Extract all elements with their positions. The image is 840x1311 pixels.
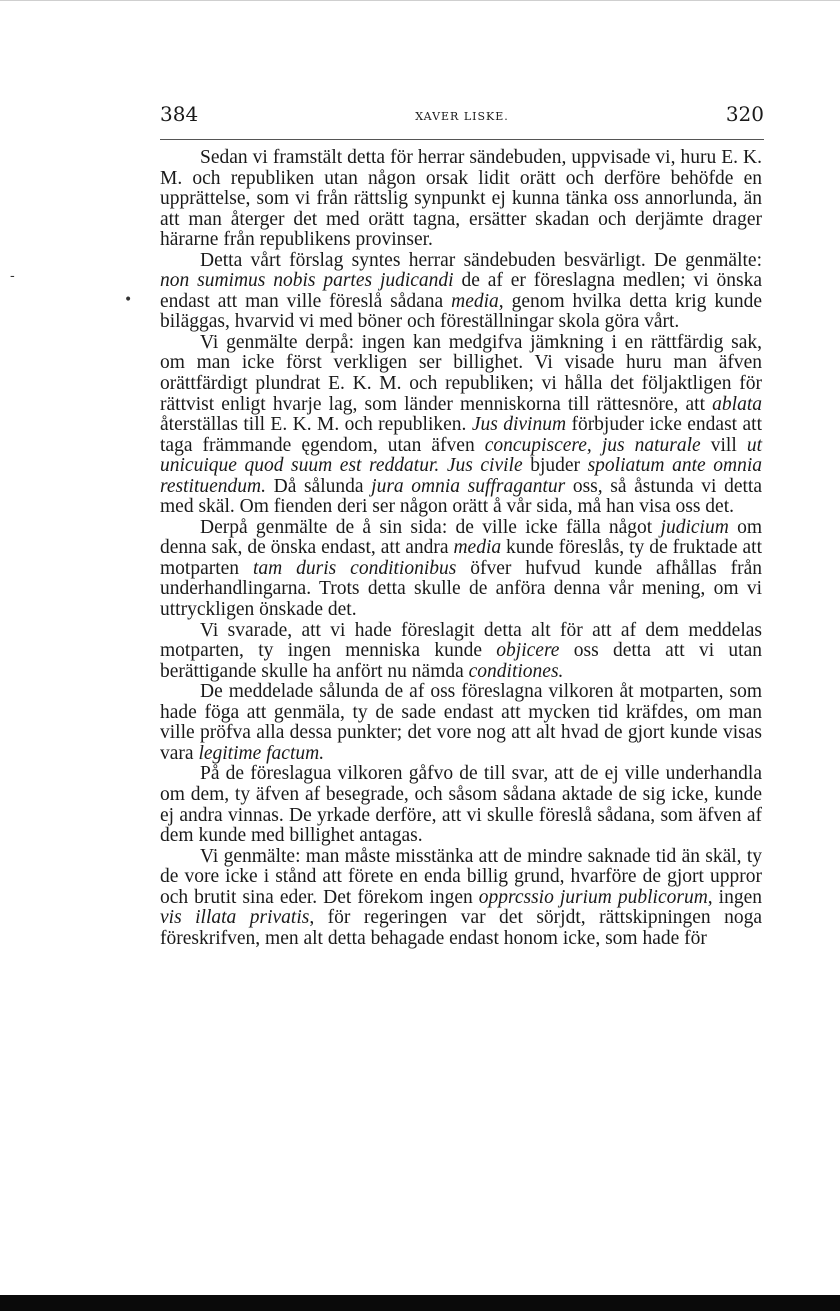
italic-phrase: opprcssio jurium publicorum [478,886,708,908]
running-title: XAVER LISKE. [415,110,509,123]
paragraph [160,251,762,333]
page-number-left: 384 [160,102,199,126]
italic-phrase: Jus divinum [471,414,567,436]
text-run: vill [700,434,747,456]
text-run: På de föreslagua vilkoren gåfvo de till svar, att de ej ville underhandla om dem, ty äfven af besegrade, och såsom sådana aktade de sig icke, kunde ej andra vinnas. De yrkade derföre, att vi skulle föreslå sådana, som äfven af dem kunde med billighet antagas. [160,763,762,847]
text-run: förbjuder icke endast att taga främmande ęgendom, utan äfven [160,414,762,456]
text-run: , för regeringen var det sörjdt, rättskipningen noga föreskrifven, men alt detta behagade endast honom icke, som hade för [160,907,763,949]
page-number-right: 320 [725,102,764,126]
text-run: Vi svarade, att vi hade föreslagit detta alt för att af dem meddelas motparten, ty ingen menniska kunde [160,619,762,662]
paragraph [160,682,762,764]
text-run: Vi genmälte derpå: ingen kan medgifva jämkning i en rättfärdig sak, om man icke först verkligen ser billighet. Vi visade huru man äfven orättfärdigt plundrat E. K. M. och republiken; vi hålla det följaktligen för rättvist enligt hvarje lag, som länder menniskorna till rättesnöre, att [160,331,762,415]
page-header [160,102,764,132]
italic-phrase: vis illata privatis [160,907,310,929]
text-run: oss, så åstunda vi detta med skäl. Om fienden deri ser någon orätt å vår sida, må han visa oss det. [160,475,762,518]
italic-phrase: spoliatum ante omnia restituendum. [160,455,762,497]
paragraph [160,764,762,846]
paragraph [160,148,762,251]
text-run: om denna sak, de önska endast, att andra [160,516,762,559]
scan-top-edge [0,0,840,1]
italic-phrase: non sumimus nobis partes judicandi [160,270,454,292]
margin-mark: - [10,268,15,284]
text-run: öfver hufvud kunde afhållas från underhandlingarna. Trots detta skulle de anföra denna vår mening, om vi uttryckligen önskade det. [160,557,762,621]
paragraph [160,847,762,950]
text-run: Derpå genmälte de å sin sida: de ville icke fälla något [200,516,661,538]
italic-phrase: legitime factum. [198,742,325,764]
italic-phrase: ablata [712,393,762,415]
text-run: kunde föreslås, ty de fruktade att motparten [160,537,762,579]
text-run: , ingen [707,886,762,908]
italic-phrase: concupiscere, jus naturale [484,434,701,456]
italic-phrase: jura omnia suffragantur [371,475,566,497]
paragraph [160,621,762,683]
paragraph [160,333,762,518]
margin-mark: • [124,292,133,308]
text-run: oss detta att vi utan berättigande skulle ha anfört nu nämda [160,640,762,682]
header-divider [160,139,764,140]
text-run: Detta vårt förslag syntes herrar sändebuden besvärligt. De genmälte: [200,249,762,271]
italic-phrase: media [451,290,499,312]
body-text [160,148,762,949]
italic-phrase: conditiones. [468,660,564,682]
scan-bottom-band [0,1295,840,1311]
text-run: , genom hvilka detta krig kunde biläggas, hvarvid vi med böner och föreställningar skola göra vårt. [160,290,762,333]
text-run: Då sålunda [265,475,372,497]
italic-phrase: judicium [660,516,729,538]
italic-phrase: tam duris conditionibus [252,557,457,579]
text-run: de af er föreslagna medlen; vi önska endast att man ville föreslå sådana [160,270,762,312]
italic-phrase: objicere [496,640,560,662]
text-run: bjuder [522,455,588,477]
text-run: De meddelade sålunda de af oss föreslagna vilkoren åt motparten, som hade föga att genmäla, ty de sade endast att mycken tid kräfdes, om man ville pröfva alla dessa punkter; det vore nog att alt hvad de gjort kunde visas vara [160,681,762,764]
italic-phrase: media [453,537,502,559]
paragraph [160,518,762,621]
italic-phrase: ut unicuique quod suum est reddatur. Jus civile [160,434,762,477]
text-run: Vi genmälte: man måste misstänka att de mindre saknade tid än skäl, ty de vore icke i stånd att förete en enda billig grund, hvarföre de gjort uppror och brutit sina eder. Det förekom ingen [160,845,762,908]
text-run: Sedan vi framstält detta för herrar sändebuden, uppvisade vi, huru E. K. M. och republiken utan någon orsak lidit orätt och derföre behöfde en upprättelse, som vi från rättslig synpunkt ej kunna tänka oss annorlunda, än att man återger det med orätt tagna, ersätter skadan och derjämte drager härarne från republikens provinser. [160,147,762,251]
text-run: återställas till E. K. M. och republiken. [160,414,472,436]
